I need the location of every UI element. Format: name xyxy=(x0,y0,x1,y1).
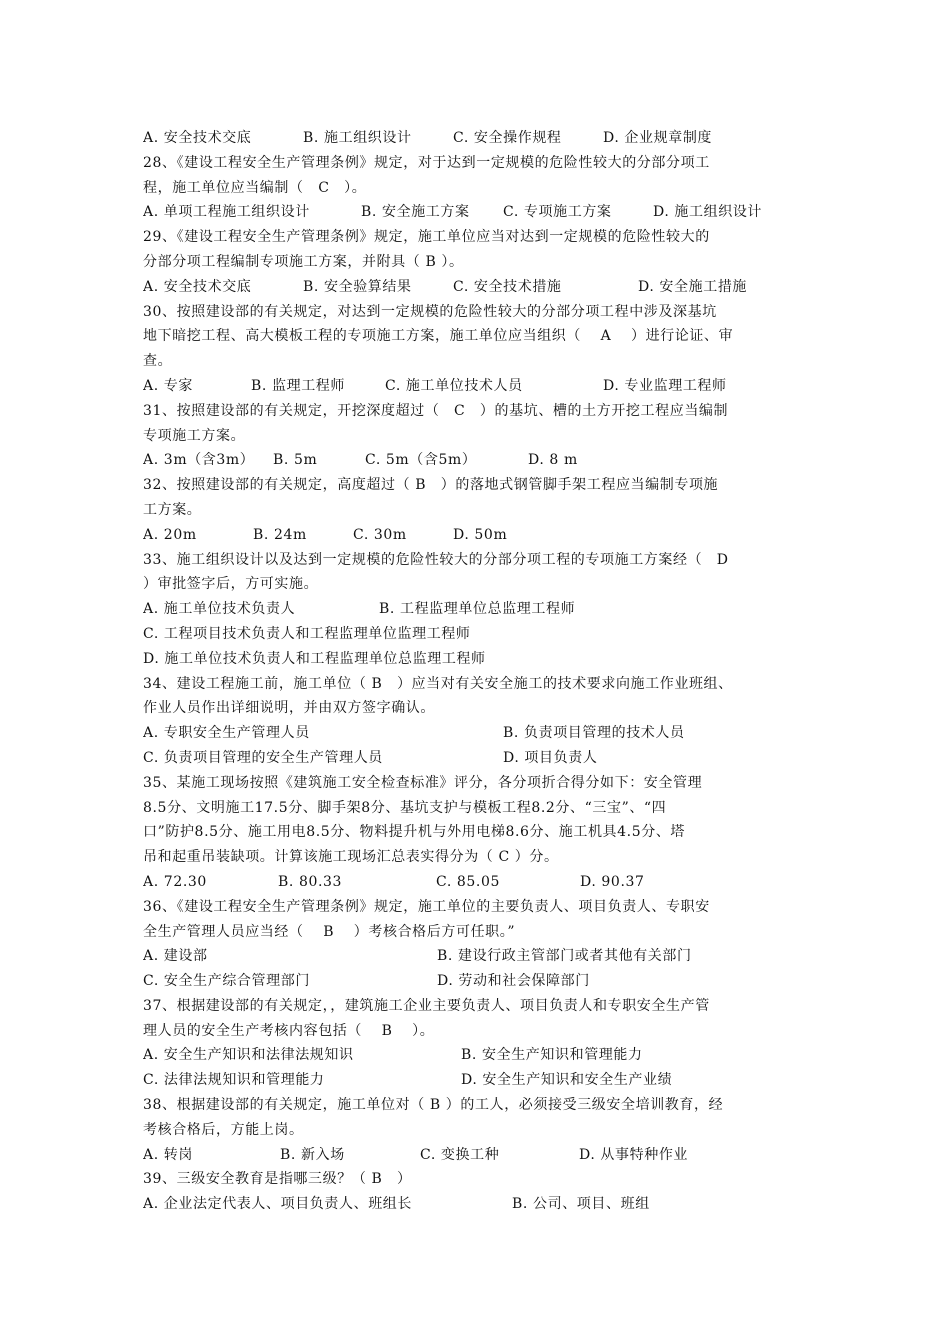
option-text: C. 5m（含5m） xyxy=(365,452,477,469)
question-text-line: 31、按照建设部的有关规定，开挖深度超过（ C ）的基坑、槽的土方开挖工程应当编制 xyxy=(143,402,729,419)
question-text-line: 程，施工单位应当编制（ C ）。 xyxy=(143,179,367,196)
option-text: A. 专职安全生产管理人员 xyxy=(143,725,310,742)
option-row xyxy=(143,374,813,399)
question-text-line: 38、根据建设部的有关规定，施工单位对（ B ）的工人，必须接受三级安全培训教育，经 xyxy=(143,1097,724,1114)
option-text: D. 50m xyxy=(453,526,508,543)
option-text: A. 安全技术交底 xyxy=(143,278,252,295)
option-row xyxy=(143,200,813,225)
option-text: B. 建设行政主管部门或者其他有关部门 xyxy=(437,948,692,965)
option-text: A. 3m（含3m） xyxy=(143,452,255,469)
question-text-line: 39、三级安全教育是指哪三级？（ B ） xyxy=(143,1171,412,1188)
option-text: B. 工程监理单位总监理工程师 xyxy=(379,601,576,618)
question-text-line: C. 工程项目技术负责人和工程监理单位监理工程师 xyxy=(143,625,471,642)
question-text-line: D. 施工单位技术负责人和工程监理单位总监理工程师 xyxy=(143,650,486,667)
option-row xyxy=(143,126,813,151)
option-text: C. 85.05 xyxy=(436,873,500,890)
option-text: A. 单项工程施工组织设计 xyxy=(143,204,310,221)
question-text-line: 33、施工组织设计以及达到一定规模的危险性较大的分部分项工程的专项施工方案经（ D xyxy=(143,551,729,568)
option-text: D. 专业监理工程师 xyxy=(603,377,727,394)
option-text: B. 安全施工方案 xyxy=(361,204,470,221)
option-row xyxy=(143,721,813,746)
option-row xyxy=(143,448,813,473)
option-text: A. 企业法定代表人、项目负责人、班组长 xyxy=(143,1196,413,1213)
option-text: C. 30m xyxy=(353,526,407,543)
question-text-line: 32、按照建设部的有关规定，高度超过（ B ）的落地式钢管脚手架工程应当编制专项施 xyxy=(143,477,719,494)
question-text-line: 分部分项工程编制专项施工方案，并附具（ B ）。 xyxy=(143,253,464,270)
option-text: B. 施工组织设计 xyxy=(303,130,412,146)
question-text-line: 全生产管理人员应当经（ B ）考核合格后方可任职。” xyxy=(143,923,516,940)
question-text-line: 吊和起重吊装缺项。计算该施工现场汇总表实得分为（ C ）分。 xyxy=(143,849,559,866)
option-text: C. 专项施工方案 xyxy=(503,204,612,221)
option-text: D. 从事特种作业 xyxy=(579,1146,689,1163)
question-text-line: ）审批签字后，方可实施。 xyxy=(143,576,319,593)
question-text-line: 专项施工方案。 xyxy=(143,427,246,444)
option-row xyxy=(143,275,813,300)
option-row xyxy=(143,746,813,771)
option-text: C. 施工单位技术人员 xyxy=(385,377,523,394)
option-text: B. 安全生产知识和管理能力 xyxy=(461,1047,643,1064)
option-text: A. 施工单位技术负责人 xyxy=(143,601,296,618)
question-list xyxy=(143,126,813,1217)
option-text: A. 专家 xyxy=(143,377,194,394)
option-text: D. 8 m xyxy=(528,452,578,469)
option-row xyxy=(143,1192,813,1217)
option-text: C. 法律法规知识和管理能力 xyxy=(143,1072,325,1089)
option-text: C. 安全操作规程 xyxy=(453,130,562,146)
option-text: A. 72.30 xyxy=(143,873,207,890)
question-text-line: 理人员的安全生产考核内容包括（ B ）。 xyxy=(143,1022,435,1039)
question-text-line: 30、按照建设部的有关规定，对达到一定规模的危险性较大的分部分项工程中涉及深基坑 xyxy=(143,303,717,320)
option-row xyxy=(143,1043,813,1068)
question-text-line: 37、根据建设部的有关规定，，建筑施工企业主要负责人、项目负责人和专职安全生产管 xyxy=(143,997,710,1014)
option-row xyxy=(143,523,813,548)
option-text: B. 负责项目管理的技术人员 xyxy=(503,725,685,742)
option-text: B. 新入场 xyxy=(280,1146,345,1163)
question-text-line: 地下暗挖工程、高大模板工程的专项施工方案，施工单位应当组织（ A ）进行论证、审 xyxy=(143,328,734,345)
option-text: B. 监理工程师 xyxy=(251,377,345,394)
question-text-line: 34、建设工程施工前，施工单位（ B ）应当对有关安全施工的技术要求向施工作业班组、 xyxy=(143,675,733,692)
option-text: B. 安全验算结果 xyxy=(303,278,412,295)
question-text-line: 查。 xyxy=(143,353,173,370)
option-row xyxy=(143,597,813,622)
option-row xyxy=(143,1143,813,1168)
option-text: B. 公司、项目、班组 xyxy=(512,1196,650,1213)
option-text: A. 安全生产知识和法律法规知识 xyxy=(143,1047,354,1064)
option-text: B. 24m xyxy=(253,526,307,543)
question-text-line: 28、《建设工程安全生产管理条例》规定，对于达到一定规模的危险性较大的分部分项工 xyxy=(143,154,710,171)
question-text-line: 考核合格后，方能上岗。 xyxy=(143,1121,304,1138)
option-text: C. 负责项目管理的安全生产管理人员 xyxy=(143,749,383,766)
option-row xyxy=(143,870,813,895)
question-text-line: 35、某施工现场按照《建筑施工安全检查标准》评分，各分项折合得分如下：安全管理 xyxy=(143,774,703,791)
option-text: D. 劳动和社会保障部门 xyxy=(437,973,590,990)
question-text-line: 工方案。 xyxy=(143,501,202,518)
option-text: D. 90.37 xyxy=(580,873,645,890)
question-text-line: 36、《建设工程安全生产管理条例》规定，施工单位的主要负责人、项目负责人、专职安 xyxy=(143,898,710,915)
option-text: A. 安全技术交底 xyxy=(143,130,252,146)
option-text: C. 变换工种 xyxy=(420,1146,500,1163)
option-text: D. 安全施工措施 xyxy=(638,278,748,295)
option-text: A. 20m xyxy=(143,526,197,543)
question-text-line: 口”防护8.5分、施工用电8.5分、物料提升机与外用电梯8.6分、施工机具4.5分、塔 xyxy=(143,824,686,841)
option-text: B. 80.33 xyxy=(278,873,343,890)
option-text: D. 项目负责人 xyxy=(503,749,598,766)
question-text-line: 作业人员作出详细说明，并由双方签字确认。 xyxy=(143,700,435,717)
question-text-line: 8.5分、文明施工17.5分、脚手架8分、基坑支护与模板工程8.2分、“三宝”、“四 xyxy=(143,799,667,816)
option-row xyxy=(143,1068,813,1093)
option-row xyxy=(143,944,813,969)
option-text: C. 安全生产综合管理部门 xyxy=(143,973,310,990)
question-text-line: 29、《建设工程安全生产管理条例》规定，施工单位应当对达到一定规模的危险性较大的 xyxy=(143,229,710,246)
option-text: D. 企业规章制度 xyxy=(603,130,713,146)
option-text: B. 5m xyxy=(273,452,318,469)
option-row xyxy=(143,969,813,994)
option-text: A. 转岗 xyxy=(143,1146,194,1163)
option-text: D. 施工组织设计 xyxy=(653,204,763,221)
option-text: C. 安全技术措施 xyxy=(453,278,562,295)
option-text: D. 安全生产知识和安全生产业绩 xyxy=(461,1072,673,1089)
option-text: A. 建设部 xyxy=(143,948,208,965)
